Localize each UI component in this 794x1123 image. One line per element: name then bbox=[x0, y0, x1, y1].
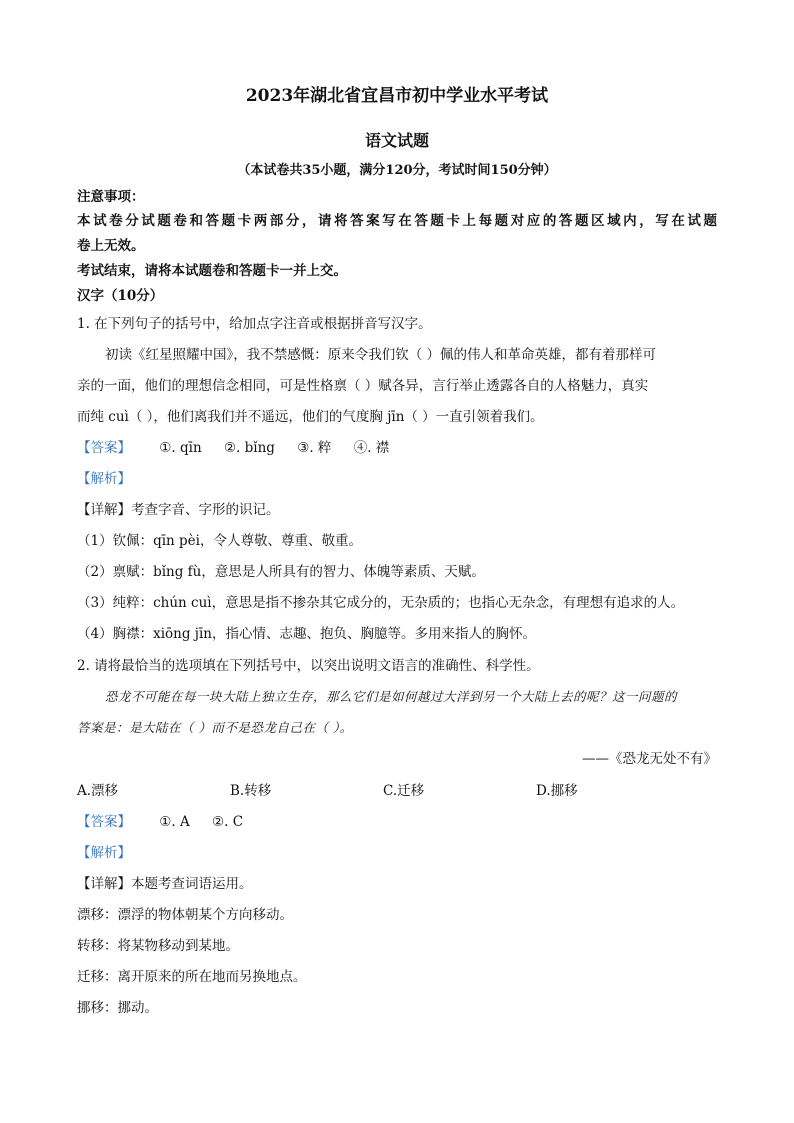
q1-prompt: 1. 在下列句子的括号中，给加点字注音或根据拼音写汉字。 bbox=[77, 316, 432, 332]
q2-answer-2: ②. C bbox=[212, 814, 244, 830]
page-subtitle: 语文试题 bbox=[364, 131, 429, 150]
answer-label: 【答案】 bbox=[77, 814, 131, 830]
q1-answer-3: ③. 粹 bbox=[297, 440, 332, 456]
q2-option-a: A.漂移 bbox=[77, 783, 119, 799]
q1-detail: 【详解】考查字音、字形的识记。 bbox=[77, 502, 280, 518]
notice-line-1: 本试卷分试题卷和答题卡两部分，请将答案写在答题卡上每题对应的答题区域内，写在试题 bbox=[77, 213, 717, 229]
q2-explanation-1: 漂移：漂浮的物体朝某个方向移动。 bbox=[77, 907, 293, 923]
notice-line-3: 考试结束，请将本试题卷和答题卡一并上交。 bbox=[77, 263, 347, 279]
q2-option-c: C.迁移 bbox=[383, 783, 425, 799]
q1-explanation-4: （4）胸襟：xiōng jīn，指心情、志趣、抱负、胸臆等。多用来指人的胸怀。 bbox=[77, 626, 536, 642]
q1-answer-1: ①. qīn bbox=[159, 440, 202, 456]
q1-explanation-3: （3）纯粹：chún cuì，意思是指不掺杂其它成分的，无杂质的；也指心无杂念，有理想有追求的人。 bbox=[77, 595, 685, 611]
q2-detail: 【详解】本题考查词语运用。 bbox=[77, 876, 253, 892]
q2-explanation-2: 转移：将某物移动到某地。 bbox=[77, 938, 239, 954]
page-title: 2023年湖北省宜昌市初中学业水平考试 bbox=[245, 86, 549, 106]
q2-answer-1: ①. A bbox=[159, 814, 190, 830]
q1-answer-2: ②. bǐng bbox=[223, 440, 275, 456]
q1-answer-4: ④. 襟 bbox=[353, 440, 390, 456]
q2-explanation-4: 挪移：挪动。 bbox=[77, 1000, 158, 1016]
q2-passage-line-1: 恐龙不可能在每一块大陆上独立生存，那么它们是如何越过大洋到另一个大陆上去的呢？这一问题的 bbox=[105, 689, 678, 704]
q1-answer-row bbox=[77, 438, 717, 458]
q2-passage-line-2: 答案是：是大陆在（ ）而不是恐龙自己在（ ）。 bbox=[77, 720, 353, 735]
analysis-label: 【解析】 bbox=[77, 471, 131, 487]
q2-source: ——《恐龙无处不有》 bbox=[582, 751, 717, 767]
exam-note: （本试卷共35小题，满分120分，考试时间150分钟） bbox=[237, 163, 557, 178]
q2-explanation-3: 迁移：离开原来的所在地而另换地点。 bbox=[77, 969, 307, 985]
q1-passage-line-2: 亲的一面，他们的理想信念相同，可是性格禀（ ）赋各异，言行举止透露各自的人格魅力，真实 bbox=[77, 378, 649, 394]
q2-answer-row bbox=[77, 812, 717, 832]
q1-passage-line-3: 而纯 cuì（ ），他们离我们并不遥远，他们的气度胸 jīn（ ）一直引领着我们。 bbox=[77, 409, 544, 425]
q2-prompt: 2. 请将最恰当的选项填在下列括号中，以突出说明文语言的准确性、科学性。 bbox=[77, 658, 540, 674]
analysis-label: 【解析】 bbox=[77, 845, 131, 861]
q1-explanation-2: （2）禀赋：bǐng fù，意思是人所具有的智力、体魄等素质、天赋。 bbox=[77, 564, 485, 580]
answer-label: 【答案】 bbox=[77, 440, 131, 456]
section-heading: 汉字（10分） bbox=[77, 288, 164, 304]
q1-passage-line-1: 初读《红星照耀中国》，我不禁感慨：原来令我们钦（ ）佩的伟人和革命英雄，都有着那样可 bbox=[105, 347, 657, 363]
q1-explanation-1: （1）钦佩：qīn pèi，令人尊敬、尊重、敬重。 bbox=[77, 533, 362, 549]
q2-option-b: B.转移 bbox=[230, 783, 272, 799]
notice-heading: 注意事项： bbox=[77, 189, 145, 205]
q2-option-d: D.挪移 bbox=[536, 783, 578, 799]
notice-line-2: 卷上无效。 bbox=[77, 238, 145, 254]
